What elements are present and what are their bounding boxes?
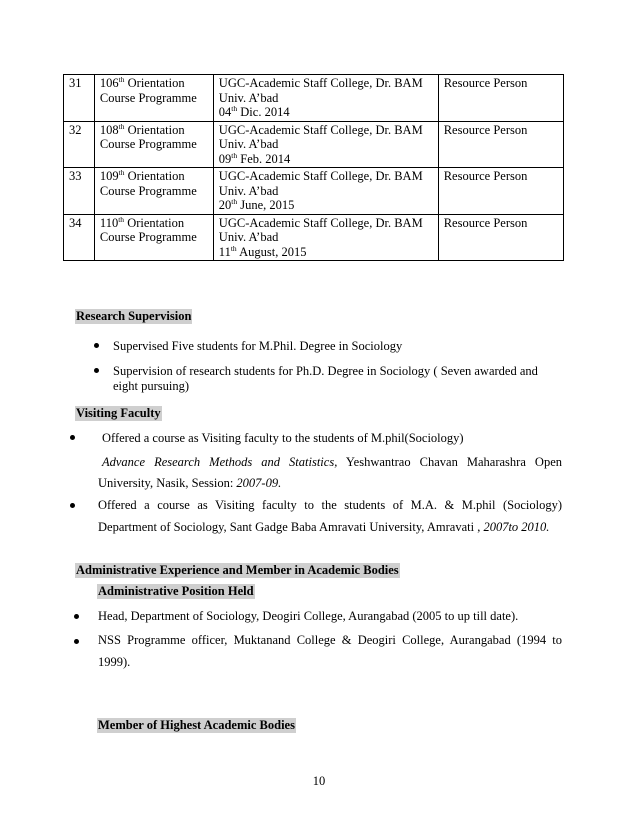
bullet-icon	[70, 435, 75, 440]
table-row	[64, 214, 564, 261]
row-number: 34	[64, 214, 95, 261]
programme-cell: 108th Orientation Course Programme	[94, 121, 213, 168]
visiting-bullet-2-line-2: Department of Sociology, Sant Gadge Baba Amravati University, Amravati , 2007to 2010.	[98, 520, 550, 534]
table-row	[64, 121, 564, 168]
bullet-icon	[94, 368, 99, 373]
programme-cell: 106th Orientation Course Programme	[94, 75, 213, 122]
bullet-icon	[74, 639, 79, 644]
page-number: 10	[312, 774, 326, 788]
admin-bullet-1: Head, Department of Sociology, Deogiri College, Aurangabad (2005 to up till date).	[98, 609, 519, 623]
role-cell: Resource Person	[438, 168, 563, 215]
table-row	[64, 168, 564, 215]
row-number: 31	[64, 75, 95, 122]
admin-bullet-2-line-1: NSS Programme officer, Muktanand College & Deogiri College, Aurangabad (1994 to	[98, 633, 562, 647]
role-cell: Resource Person	[438, 214, 563, 261]
role-cell: Resource Person	[438, 121, 563, 168]
research-bullet-1: Supervised Five students for M.Phil. Degree in Sociology	[113, 339, 403, 353]
research-bullet-2-line-2: eight pursuing)	[113, 379, 190, 393]
visiting-bullet-1-line-2: Advance Research Methods and Statistics, Yeshwantrao Chavan Maharashra Open	[102, 455, 562, 469]
visiting-bullet-2-line-1: Offered a course as Visiting faculty to the students of M.A. & M.phil (Sociology)	[98, 498, 562, 512]
table-row	[64, 75, 564, 122]
member-academic-bodies-heading: Member of Highest Academic Bodies	[98, 718, 295, 732]
admin-bullet-2-line-2: 1999).	[98, 655, 131, 669]
institution-cell: UGC-Academic Staff College, Dr. BAM Univ. A’bad 20th June, 2015	[213, 168, 438, 215]
bullet-icon	[94, 343, 99, 348]
institution-cell: UGC-Academic Staff College, Dr. BAM Univ. A’bad 04th Dic. 2014	[213, 75, 438, 122]
institution-cell: UGC-Academic Staff College, Dr. BAM Univ. A’bad 09th Feb. 2014	[213, 121, 438, 168]
institution-cell: UGC-Academic Staff College, Dr. BAM Univ. A’bad 11th August, 2015	[213, 214, 438, 261]
administrative-subheading: Administrative Position Held	[98, 584, 254, 598]
visiting-faculty-heading: Visiting Faculty	[76, 406, 161, 420]
row-number: 32	[64, 121, 95, 168]
activity-table	[63, 74, 564, 261]
research-bullet-2-line-1: Supervision of research students for Ph.D. Degree in Sociology ( Seven awarded and	[113, 364, 538, 378]
row-number: 33	[64, 168, 95, 215]
research-supervision-heading: Research Supervision	[76, 309, 192, 323]
role-cell: Resource Person	[438, 75, 563, 122]
visiting-bullet-1-line-3: University, Nasik, Session: 2007-09.	[98, 476, 282, 490]
visiting-bullet-1-line-1: Offered a course as Visiting faculty to the students of M.phil(Sociology)	[102, 431, 464, 445]
programme-cell: 109th Orientation Course Programme	[94, 168, 213, 215]
administrative-heading: Administrative Experience and Member in Academic Bodies	[76, 563, 399, 577]
programme-cell: 110th Orientation Course Programme	[94, 214, 213, 261]
bullet-icon	[74, 614, 79, 619]
bullet-icon	[70, 503, 75, 508]
